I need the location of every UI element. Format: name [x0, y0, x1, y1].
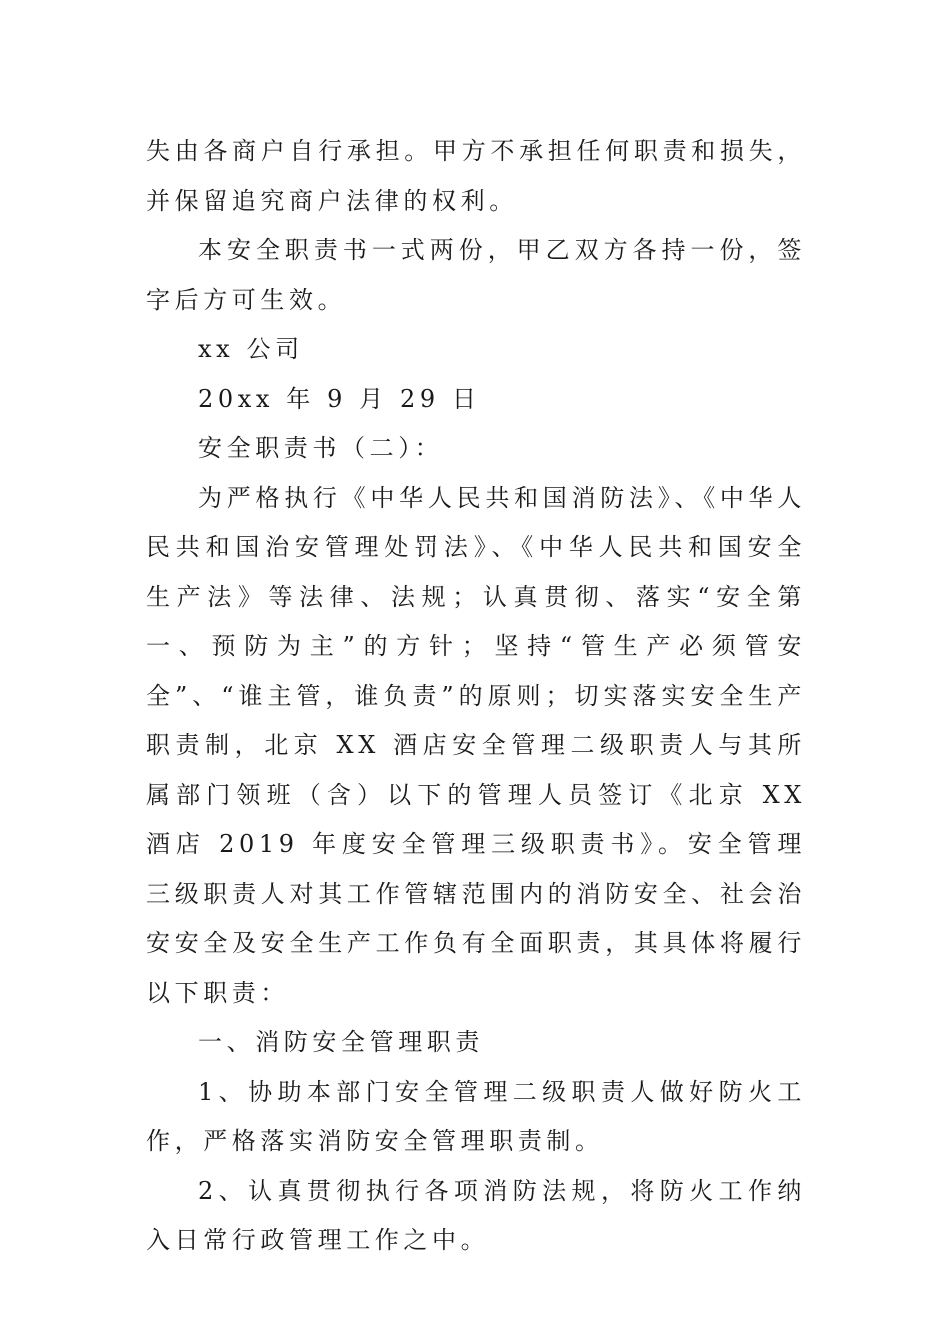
- paragraph-legal-basis: 为严格执行《中华人民共和国消防法》、《中华人民共和国治安管理处罚法》、《中华人民共和国安全生产法》等法律、法规；认真贯彻、落实“安全第一、预防为主”的方针；坚持“管生产必须管安全”、“谁主管，谁负责”的原则；切实落实安全生产职责制，北京 XX 酒店安全管理二级职责人与其所属部门领班（含）以下的管理人员签订《北京 XX 酒店 2019 年度安全管理三级职责书》。安全管理三级职责人对其工作管辖范围内的消防安全、社会治安安全及安全生产工作负有全面职责，其具体将履行以下职责：: [146, 483, 806, 1007]
- paragraph-liability-continuation: 失由各商户自行承担。甲方不承担任何职责和损失，并保留追究商户法律的权利。: [146, 137, 806, 215]
- section-heading-responsibility-letter-2: 安全职责书（二）：: [198, 434, 444, 462]
- signature-date: 20xx 年 9 月 29 日: [198, 384, 481, 413]
- document-body: [146, 127, 806, 1266]
- list-item-1: 1、协助本部门安全管理二级职责人做好防火工作，严格落实消防安全管理职责制。: [146, 1077, 806, 1155]
- list-item-2: 2、认真贯彻执行各项消防法规，将防火工作纳入日常行政管理工作之中。: [146, 1176, 806, 1254]
- subsection-heading-fire-safety: 一、消防安全管理职责: [198, 1028, 484, 1056]
- signature-company: xx 公司: [198, 335, 304, 363]
- paragraph-copies-validity: 本安全职责书一式两份，甲乙双方各持一份，签字后方可生效。: [146, 236, 806, 314]
